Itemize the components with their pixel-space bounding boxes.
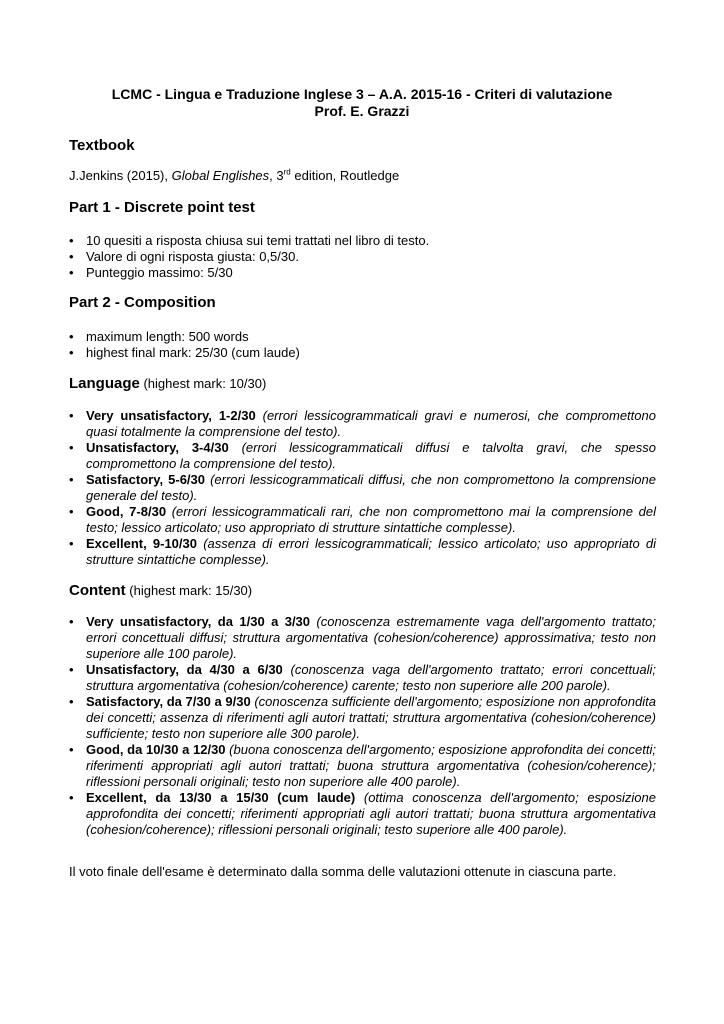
part1-list xyxy=(69,233,669,281)
language-heading-note: (highest mark: 10/30) xyxy=(139,376,267,391)
criterion-label: Satisfactory, da 7/30 a 9/30 xyxy=(86,694,251,709)
list-item xyxy=(69,614,656,662)
document-title xyxy=(60,86,664,120)
part2-heading: Part 2 - Composition xyxy=(69,294,216,311)
list-item: • maximum length: 500 words xyxy=(69,329,249,344)
part2-list xyxy=(69,329,669,361)
list-item: • Punteggio massimo: 5/30 xyxy=(69,265,233,280)
content-heading xyxy=(69,582,252,600)
bullet-icon: • xyxy=(69,614,74,629)
bullet-icon: • xyxy=(69,265,74,280)
bullet-icon: • xyxy=(69,472,74,487)
criterion-label: Good, da 10/30 a 12/30 xyxy=(86,742,226,757)
bullet-icon: • xyxy=(69,249,74,264)
list-item: • highest final mark: 25/30 (cum laude) xyxy=(69,345,300,360)
bullet-icon: • xyxy=(69,694,74,709)
textbook-edition-prefix: , 3 xyxy=(269,168,284,183)
textbook-edition-sup: rd xyxy=(283,167,291,177)
list-item xyxy=(69,472,656,504)
content-heading-text: Content xyxy=(69,582,126,599)
criterion-label: Very unsatisfactory, 1-2/30 xyxy=(86,408,256,423)
criterion-label: Unsatisfactory, da 4/30 a 6/30 xyxy=(86,662,283,677)
textbook-reference xyxy=(69,168,399,184)
list-item xyxy=(69,408,656,440)
list-item xyxy=(69,504,656,536)
list-item xyxy=(69,440,656,472)
language-criteria-list xyxy=(69,408,656,568)
textbook-title: Global Englishes xyxy=(171,168,270,183)
bullet-icon: • xyxy=(69,536,74,551)
criterion-description: (errori lessicogrammaticali rari, che non compromettono mai la comprensione del testo; lessico articolato; uso appropriato di strutture sintattiche complesse). xyxy=(86,504,656,535)
title-line-1: LCMC - Lingua e Traduzione Inglese 3 – A.A. 2015-16 - Criteri di valutazione xyxy=(111,86,613,102)
part1-heading: Part 1 - Discrete point test xyxy=(69,199,255,216)
bullet-icon: • xyxy=(69,662,74,677)
bullet-icon: • xyxy=(69,440,74,455)
criterion-label: Satisfactory, 5-6/30 xyxy=(86,472,205,487)
bullet-icon: • xyxy=(69,742,74,757)
content-criteria-list xyxy=(69,614,656,838)
bullet-icon: • xyxy=(69,408,74,423)
list-item xyxy=(69,742,656,790)
final-note: Il voto finale dell'esame è determinato dalla somma delle valutazioni ottenute in ciascuna parte. xyxy=(69,864,617,879)
criterion-description: (buona conoscenza dell'argomento; esposizione approfondita dei concetti; riferimenti appropriati agli autori trattati; buona struttura argomentativa (cohesion/coherence); riflessioni personali originali; testo non superiore alle 400 parole). xyxy=(86,742,656,789)
criterion-description: (assenza di errori lessicogrammaticali; lessico articolato; uso appropriato di strutture sintattiche complesse). xyxy=(86,536,656,567)
textbook-heading: Textbook xyxy=(69,137,135,154)
bullet-icon: • xyxy=(69,790,74,805)
criterion-description: (conoscenza sufficiente dell'argomento; esposizione non approfondita dei concetti; assenza di riferimenti agli autori trattati; struttura argomentativa (cohesion/coherence) sufficiente; testo non superiore alle 300 parole). xyxy=(86,694,656,741)
criterion-label: Excellent, da 13/30 a 15/30 (cum laude) xyxy=(86,790,356,805)
list-item xyxy=(69,790,656,838)
criterion-description: (errori lessicogrammaticali diffusi e talvolta gravi, che spesso compromettono la comprensione del testo). xyxy=(86,440,656,471)
language-heading xyxy=(69,375,266,393)
criterion-label: Unsatisfactory, 3-4/30 xyxy=(86,440,229,455)
criterion-label: Good, 7-8/30 xyxy=(86,504,167,519)
textbook-edition-rest: edition, Routledge xyxy=(290,168,400,183)
list-item xyxy=(69,662,656,694)
list-item xyxy=(69,694,656,742)
bullet-icon: • xyxy=(69,329,74,344)
criterion-description: (errori lessicogrammaticali gravi e numerosi, che compromettono quasi totalmente la comprensione del testo). xyxy=(86,408,656,439)
bullet-icon: • xyxy=(69,233,74,248)
criterion-description: (ottima conoscenza dell'argomento; esposizione approfondita dei concetti; riferimenti appropriati agli autori trattati; buona struttura argomentativa (cohesion/coherence); riflessioni personali originali; testo superiore alle 400 parole). xyxy=(86,790,656,837)
title-line-2: Prof. E. Grazzi xyxy=(314,103,410,119)
bullet-icon: • xyxy=(69,345,74,360)
criterion-label: Very unsatisfactory, da 1/30 a 3/30 xyxy=(86,614,311,629)
textbook-author: J.Jenkins (2015), xyxy=(69,168,172,183)
list-item: • Valore di ogni risposta giusta: 0,5/30. xyxy=(69,249,299,264)
content-heading-note: (highest mark: 15/30) xyxy=(125,583,253,598)
list-item: • 10 quesiti a risposta chiusa sui temi trattati nel libro di testo. xyxy=(69,233,430,248)
bullet-icon: • xyxy=(69,504,74,519)
criterion-label: Excellent, 9-10/30 xyxy=(86,536,197,551)
criterion-description: (conoscenza vaga dell'argomento trattato; errori concettuali; struttura argomentativa (cohesion/coherence) carente; testo non superiore alle 200 parole). xyxy=(86,662,656,693)
criterion-description: (errori lessicogrammaticali diffusi, che non compromettono la comprensione generale del testo). xyxy=(86,472,656,503)
language-heading-text: Language xyxy=(69,375,140,392)
list-item xyxy=(69,536,656,568)
criterion-description: (conoscenza estremamente vaga dell'argomento trattato; errori concettuali diffusi; struttura argomentativa (cohesion/coherence) approssimativa; testo non superiore alle 100 parole). xyxy=(86,614,656,661)
